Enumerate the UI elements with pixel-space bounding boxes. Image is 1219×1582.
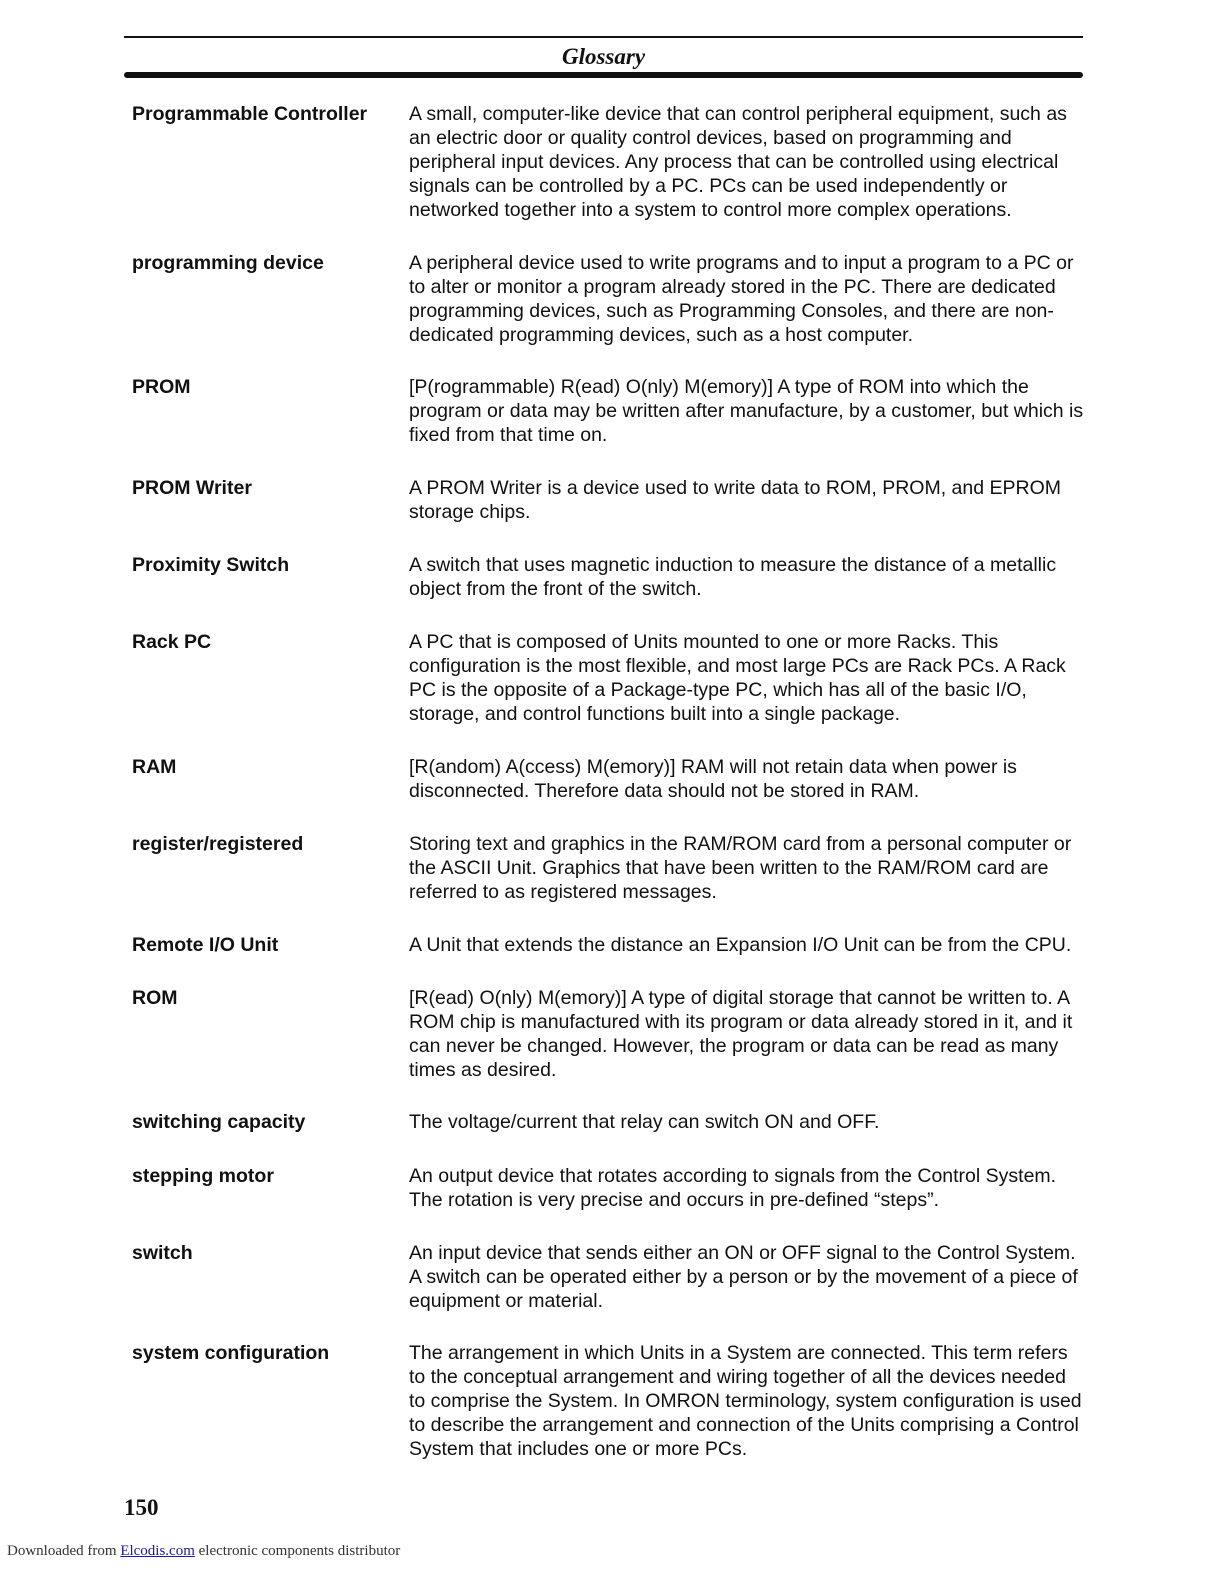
glossary-definition: A PROM Writer is a device used to write data to ROM, PROM, and EPROM storage chips. [409,477,1062,523]
glossary-term: Programmable Controller [132,103,368,125]
glossary-definition: Storing text and graphics in the RAM/ROM card from a personal computer or the ASCII Unit. Graphics that have been written to the RAM/ROM card are referred to as registered messages. [409,833,1072,903]
glossary-definition: [R(ead) O(nly) M(emory)] A type of digital storage that cannot be written to. A ROM chip is manufactured with its program or data already stored in it, and it can never be changed. However, the program or data can be read as many times as desired. [409,987,1073,1081]
glossary-term: stepping motor [132,1165,274,1187]
download-footer [7,1541,400,1561]
glossary-term: system configuration [132,1342,330,1364]
glossary-term: switching capacity [132,1111,306,1133]
glossary-definition: A small, computer-like device that can control peripheral equipment, such as an electric door or quality control devices, based on programming and peripheral input devices. Any process that can be controlled using electrical signals can be controlled by a PC. PCs can be used independently or networked together into a system to control more complex operations. [409,103,1067,221]
glossary-definition: The voltage/current that relay can switch ON and OFF. [409,1111,880,1133]
glossary-definition: [R(andom) A(ccess) M(emory)] RAM will not retain data when power is disconnected. Therefore data should not be stored in RAM. [409,756,1017,802]
glossary-term: PROM Writer [132,477,252,499]
page-header-title: Glossary [561,44,646,69]
glossary-term: ROM [132,987,178,1009]
glossary-term: Rack PC [132,631,212,653]
glossary-term: programming device [132,252,324,274]
glossary-term: register/registered [132,833,304,855]
glossary-definition: A Unit that extends the distance an Expansion I/O Unit can be from the CPU. [409,934,1072,956]
glossary-definition: A peripheral device used to write programs and to input a program to a PC or to alter or monitor a program already stored in the PC. There are dedicated programming devices, such as Programming Consoles, and there are non-dedicated programming devices, such as a host computer. [409,252,1074,346]
footer-suffix: electronic components distributor [198,1543,401,1559]
glossary-term: PROM [132,376,191,398]
elcodis-link[interactable]: Elcodis.com [120,1543,195,1559]
glossary-term: Remote I/O Unit [132,934,279,956]
header-bottom-rule [124,72,1083,78]
glossary-term: switch [132,1242,193,1264]
glossary-definition: The arrangement in which Units in a System are connected. This term refers to the conceptual arrangement and wiring together of all the devices needed to comprise the System. In OMRON terminology, system configuration is used to describe the arrangement and connection of the Units comprising a Control System that includes one or more PCs. [409,1342,1082,1460]
footer-prefix: Downloaded from [7,1543,117,1559]
glossary-definition: A switch that uses magnetic induction to measure the distance of a metallic object from the front of the switch. [409,554,1057,600]
glossary-definition: An input device that sends either an ON or OFF signal to the Control System. A switch can be operated either by a person or by the movement of a piece of equipment or material. [409,1242,1078,1312]
header-top-rule [124,36,1083,38]
page-number: 150 [124,1495,159,1520]
glossary-definition: [P(rogrammable) R(ead) O(nly) M(emory)] A type of ROM into which the program or data may be written after manufacture, by a customer, but which is fixed from that time on. [409,376,1084,446]
glossary-definition: An output device that rotates according to signals from the Control System. The rotation is very precise and occurs in pre-defined “steps”. [409,1165,1057,1211]
glossary-term: Proximity Switch [132,554,290,576]
glossary-definition: A PC that is composed of Units mounted to one or more Racks. This configuration is the most flexible, and most large PCs are Rack PCs. A Rack PC is the opposite of a Package-type PC, which has all of the basic I/O, storage, and control functions built into a single package. [409,631,1066,725]
glossary-term: RAM [132,756,177,778]
